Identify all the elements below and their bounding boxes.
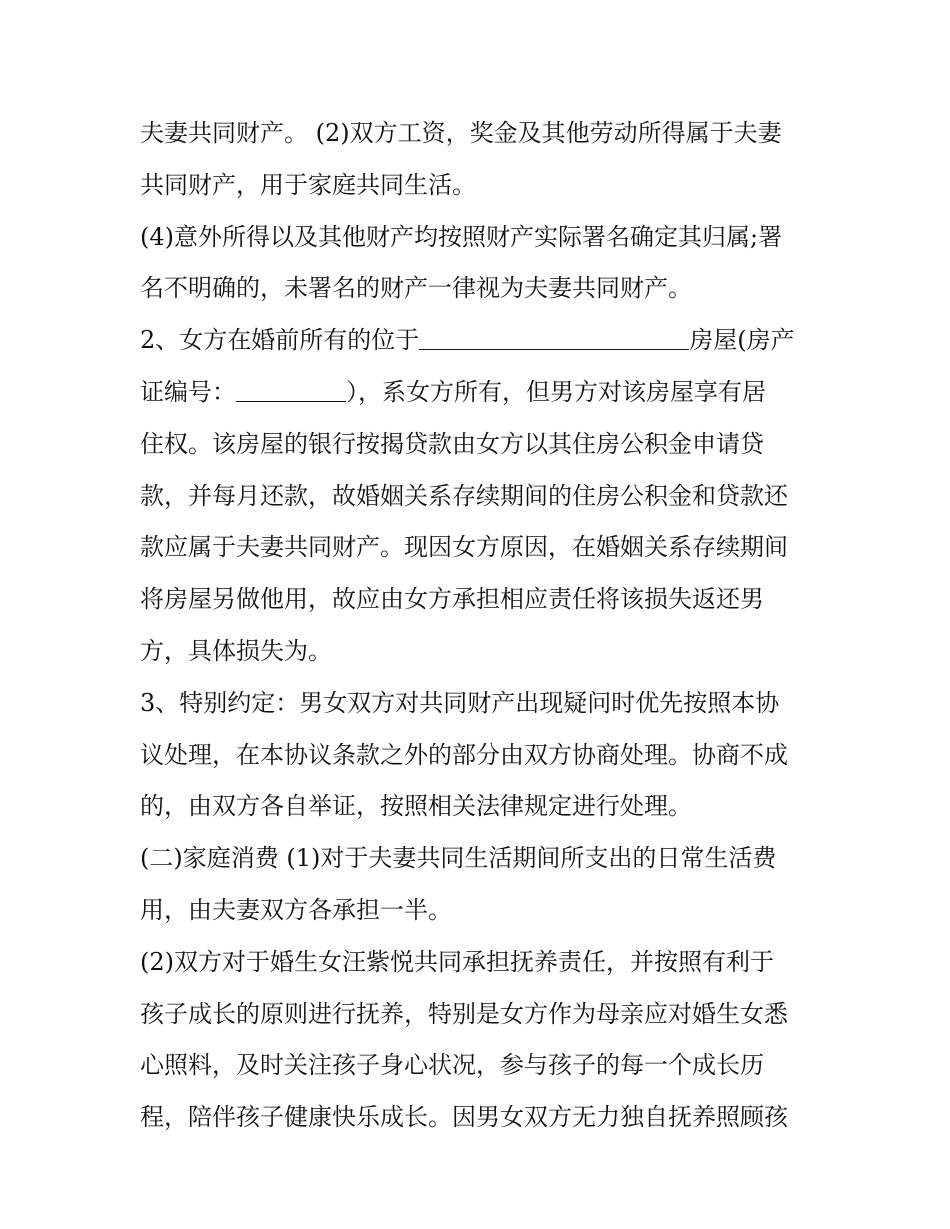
location-blank bbox=[419, 321, 689, 350]
text-line: 心照料，及时关注孩子身心状况，参与孩子的每一个成长历 bbox=[140, 1051, 764, 1080]
text-line: (二)家庭消费 (1)对于夫妻共同生活期间所支出的日常生活费 bbox=[140, 844, 777, 873]
line-text-after: ），系女方所有，但男方对该房屋享有居 bbox=[346, 377, 766, 406]
text-line: (4)意外所得以及其他财产均按照财产实际署名确定其归属;署 bbox=[140, 222, 783, 251]
text-line: 共同财产，用于家庭共同生活。 bbox=[140, 170, 476, 199]
line-text-before: 2、女方在婚前所有的位于 bbox=[140, 326, 420, 355]
text-line: 住权。该房屋的银行按揭贷款由女方以其住房公积金申请贷 bbox=[140, 429, 764, 458]
text-line: 款应属于夫妻共同财产。现因女方原因，在婚姻关系存续期间 bbox=[140, 533, 788, 562]
document-body bbox=[140, 108, 820, 1144]
text-line: 用，由夫妻双方各承担一半。 bbox=[140, 895, 452, 924]
certificate-number-blank bbox=[236, 373, 346, 402]
text-line: 将房屋另做他用，故应由女方承担相应责任将该损失返还男 bbox=[140, 585, 764, 614]
text-line: (2)双方对于婚生女汪紫悦共同承担抚养责任，并按照有利于 bbox=[140, 947, 774, 976]
text-line: 议处理，在本协议条款之外的部分由双方协商处理。协商不成 bbox=[140, 740, 788, 769]
text-line: 的，由双方各自举证，按照相关法律规定进行处理。 bbox=[140, 792, 692, 821]
text-line: 款，并每月还款，故婚姻关系存续期间的住房公积金和贷款还 bbox=[140, 481, 788, 510]
line-text-before: 证编号： bbox=[140, 377, 236, 406]
text-line: 3、特别约定：男女双方对共同财产出现疑问时优先按照本协 bbox=[140, 688, 780, 717]
text-line: 名不明确的，未署名的财产一律视为夫妻共同财产。 bbox=[140, 274, 692, 303]
text-line: 方，具体损失为。 bbox=[140, 636, 332, 665]
text-line: 程，陪伴孩子健康快乐成长。因男女双方无力独自抚养照顾孩 bbox=[140, 1103, 788, 1132]
line-text-after: 房屋(房产 bbox=[689, 326, 795, 355]
text-line: 夫妻共同财产。 (2)双方工资，奖金及其他劳动所得属于夫妻 bbox=[140, 119, 782, 147]
text-line-with-blank bbox=[140, 367, 820, 419]
text-line-with-blank bbox=[140, 315, 820, 367]
text-line: 孩子成长的原则进行抚养，特别是女方作为母亲应对婚生女悉 bbox=[140, 999, 788, 1028]
